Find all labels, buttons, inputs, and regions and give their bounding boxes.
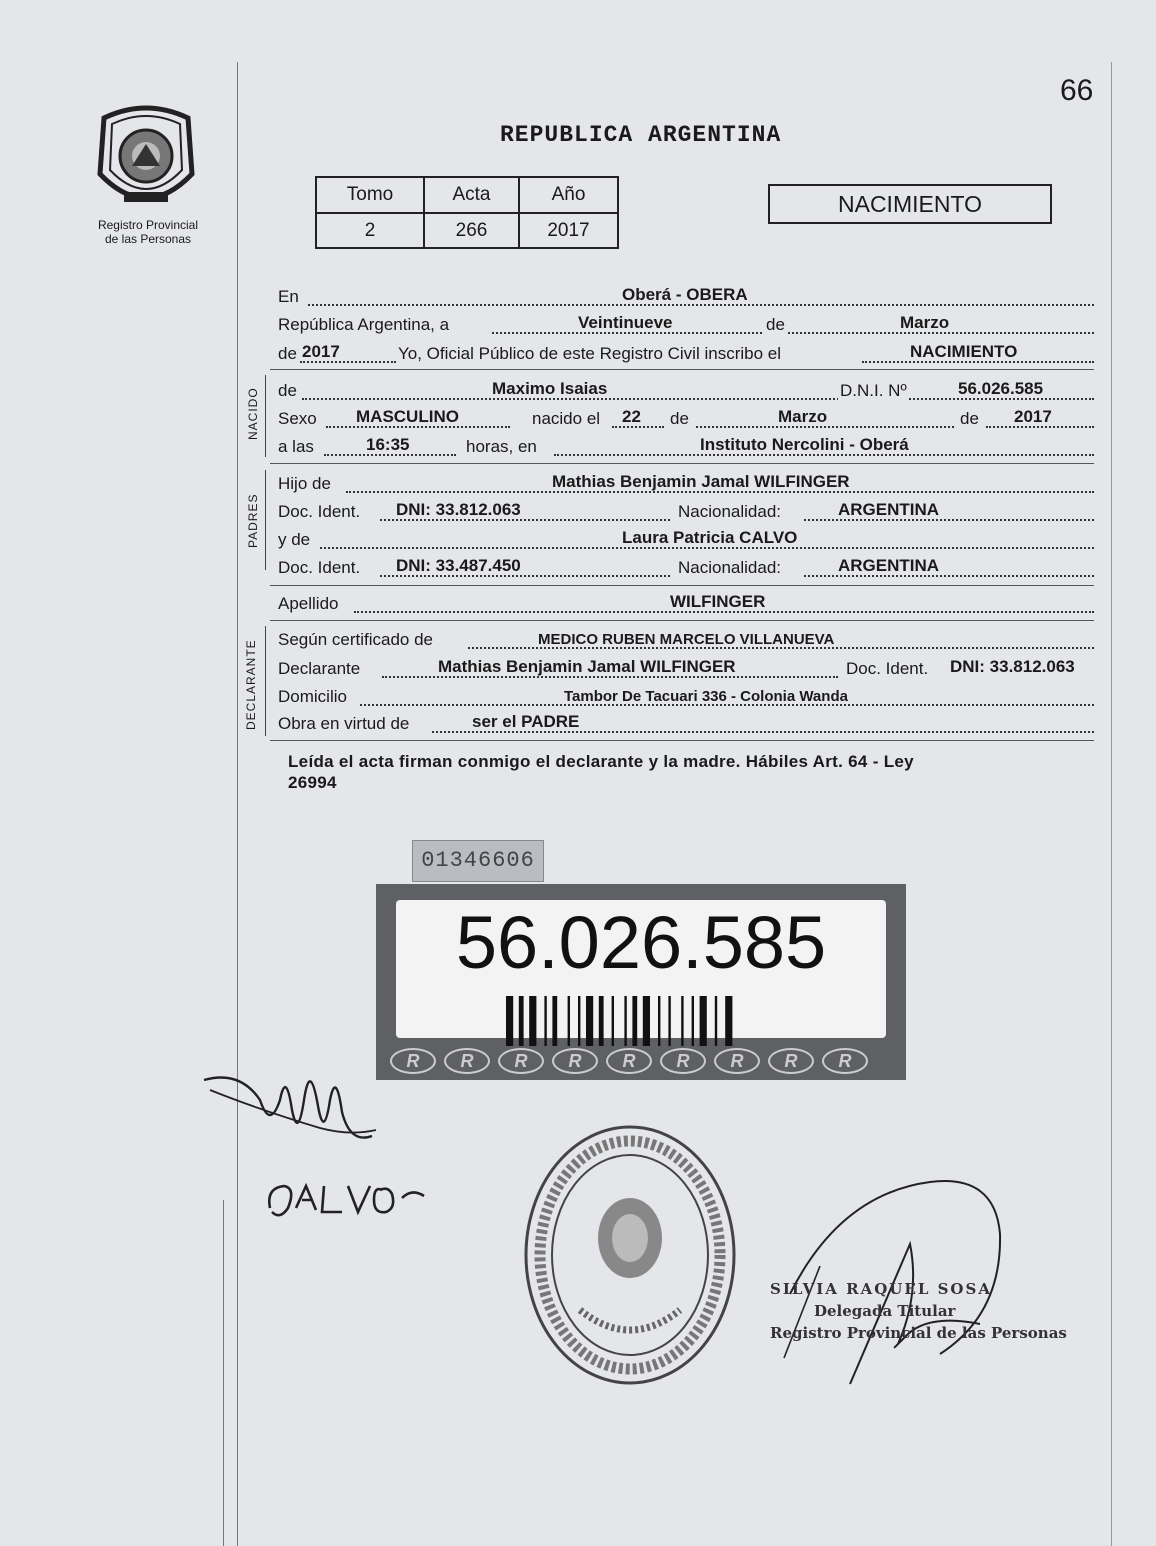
birth-year-value: 2017: [1014, 407, 1052, 426]
barcode-bar: [725, 996, 732, 1046]
logo-caption-line1: Registro Provincial: [97, 218, 199, 232]
padres-bracket: [265, 470, 266, 570]
logo-caption-line2: de las Personas: [104, 232, 192, 246]
de2-label: de: [278, 344, 297, 363]
row-father-doc: [278, 500, 1094, 524]
ref-header-tomo: Tomo: [316, 177, 424, 213]
barcode-bar: [578, 996, 580, 1046]
mother-name-value: Laura Patricia CALVO: [622, 528, 798, 547]
row-certificado: [278, 628, 1094, 652]
row-sex-birthdate: [278, 407, 1094, 431]
de-label: de: [766, 315, 785, 334]
birth-time-value: 16:35: [366, 435, 410, 454]
registered-event-value: NACIMIENTO: [910, 342, 1018, 361]
apellido-value: WILFINGER: [670, 592, 766, 611]
left-margin-line-lower: [223, 1200, 224, 1546]
country-title: REPUBLICA ARGENTINA: [500, 122, 782, 148]
barcode-bar: [568, 996, 570, 1046]
closing-line1: Leída el acta firman conmigo el declarante y la madre. Hábiles Art. 64 - Ley: [288, 752, 914, 771]
sticker-footer-pattern: [386, 1048, 896, 1076]
row-domicilio: [278, 685, 1094, 709]
barcode-bar: [552, 996, 557, 1046]
barcode-bar: [544, 996, 546, 1046]
declarant-signature-icon: [200, 1040, 380, 1150]
signatory-name: SILVIA RAQUEL SOSA: [770, 1280, 992, 1298]
ref-value-ano: 2017: [519, 213, 618, 248]
domicilio-label: Domicilio: [278, 687, 347, 706]
child-de-label: de: [278, 381, 297, 400]
day-text-value: Veintinueve: [578, 313, 673, 332]
a-las-label: a las: [278, 437, 314, 456]
left-margin-line: [237, 62, 238, 1546]
row-mother-doc: [278, 556, 1094, 580]
mother-nationality-value: ARGENTINA: [838, 556, 940, 575]
barcode-bar: [715, 996, 717, 1046]
barcode-bar: [643, 996, 650, 1046]
dni-sticker-number: 56.026.585: [455, 901, 827, 984]
child-name-value: Maximo Isaias: [492, 379, 608, 398]
barcode-bar: [692, 996, 694, 1046]
row-apellido: [278, 592, 1094, 616]
month-text-value: Marzo: [900, 313, 950, 332]
dni-number-sticker: [376, 884, 906, 1080]
sticker-mark: R: [714, 1048, 760, 1074]
dni-label: D.N.I. Nº: [840, 381, 907, 400]
declarante-bracket: [265, 626, 266, 736]
father-name-value: Mathias Benjamin Jamal WILFINGER: [552, 472, 850, 491]
nacido-section-label: NACIDO: [246, 387, 260, 440]
page-number: 66: [1060, 74, 1094, 107]
ref-value-acta: 266: [424, 213, 519, 248]
serial-number-stamp: 01346606: [412, 840, 544, 882]
ref-header-ano: Año: [519, 177, 618, 213]
declarante-doc-label: Doc. Ident.: [846, 659, 929, 678]
row-time-place: [278, 435, 1094, 459]
en-label: En: [278, 287, 299, 306]
father-nationality-value: ARGENTINA: [838, 500, 940, 519]
declarante-label: Declarante: [278, 659, 361, 678]
apellido-top-rule: [270, 585, 1094, 586]
signatory-stamp: [770, 1278, 1067, 1344]
document-type-box: NACIMIENTO: [768, 184, 1052, 224]
declarante-doc-value: DNI: 33.812.063: [950, 657, 1075, 676]
nacido-bracket: [265, 375, 266, 457]
apellido-label: Apellido: [278, 594, 339, 613]
republica-label: República Argentina, a: [278, 315, 450, 334]
declarante-section-label: DECLARANTE: [244, 639, 258, 730]
birth-month-value: Marzo: [778, 407, 828, 426]
padres-top-rule: [270, 463, 1094, 464]
child-dni-value: 56.026.585: [958, 379, 1044, 398]
row-declarante: [278, 657, 1094, 681]
father-doc-value: DNI: 33.812.063: [396, 500, 521, 519]
row-mother-name: [278, 528, 1094, 552]
birth-de-label-2: de: [960, 409, 979, 428]
birth-place-value: Instituto Nercolini - Oberá: [700, 435, 909, 454]
sticker-mark: R: [606, 1048, 652, 1074]
obra-value: ser el PADRE: [472, 712, 580, 731]
declarante-bottom-rule: [270, 740, 1094, 741]
statement-text: Yo, Oficial Público de este Registro Civil inscribo el: [398, 344, 781, 363]
provincia-misiones-seal-logo: [94, 104, 198, 216]
ref-header-acta: Acta: [424, 177, 519, 213]
mother-doc-value: DNI: 33.487.450: [396, 556, 521, 575]
place-value: Oberá - OBERA: [622, 285, 748, 304]
signatory-role: Delegada Titular: [814, 1302, 956, 1320]
year-value: 2017: [302, 342, 340, 361]
sticker-mark: R: [444, 1048, 490, 1074]
barcode-bar: [586, 996, 593, 1046]
closing-statement: [288, 751, 1078, 793]
barcode-icon: [506, 996, 776, 1046]
birth-de-label: de: [670, 409, 689, 428]
nacido-el-label: nacido el: [532, 409, 601, 428]
barcode-bar: [599, 996, 604, 1046]
row-father-name: [278, 472, 1094, 496]
dni-sticker-panel: [396, 900, 886, 1038]
sticker-mark: R: [390, 1048, 436, 1074]
father-doc-label: Doc. Ident.: [278, 502, 361, 521]
barcode-bar: [506, 996, 513, 1046]
right-margin-line: [1111, 62, 1112, 1546]
sticker-mark: R: [768, 1048, 814, 1074]
padres-section-label: PADRES: [246, 493, 260, 548]
ref-value-tomo: 2: [316, 213, 424, 248]
mother-doc-label: Doc. Ident.: [278, 558, 361, 577]
closing-line2: 26994: [288, 773, 337, 792]
reference-table: [315, 176, 619, 249]
nacido-top-rule: [270, 369, 1094, 370]
row-child-name: [278, 379, 1094, 403]
barcode-bar: [529, 996, 536, 1046]
certificado-label: Según certificado de: [278, 630, 433, 649]
sticker-mark: R: [498, 1048, 544, 1074]
row-date: [278, 313, 1094, 337]
obra-label: Obra en virtud de: [278, 714, 410, 733]
sexo-label: Sexo: [278, 409, 317, 428]
barcode-bar: [700, 996, 707, 1046]
birth-day-value: 22: [622, 407, 641, 426]
mother-signature-icon: [262, 1168, 432, 1228]
barcode-bar: [624, 996, 626, 1046]
y-de-label: y de: [278, 530, 311, 549]
row-obra: [278, 712, 1094, 736]
father-nationality-label: Nacionalidad:: [678, 502, 782, 521]
declarante-name-value: Mathias Benjamin Jamal WILFINGER: [438, 657, 736, 676]
declarante-top-rule: [270, 620, 1094, 621]
barcode-bar: [668, 996, 670, 1046]
mother-nationality-label: Nacionalidad:: [678, 558, 782, 577]
barcode-bar: [681, 996, 683, 1046]
signatory-office: Registro Provincial de las Personas: [770, 1324, 1067, 1342]
sexo-value: MASCULINO: [356, 407, 459, 426]
sticker-mark: R: [822, 1048, 868, 1074]
sticker-mark: R: [552, 1048, 598, 1074]
hijo-de-label: Hijo de: [278, 474, 331, 493]
row-statement: [278, 342, 1094, 366]
sticker-mark: R: [660, 1048, 706, 1074]
barcode-bar: [519, 996, 524, 1046]
official-round-seal-icon: [520, 1120, 740, 1390]
domicilio-value: Tambor De Tacuari 336 - Colonia Wanda: [564, 688, 848, 705]
barcode-bar: [658, 996, 660, 1046]
barcode-bar: [632, 996, 637, 1046]
row-place: [278, 285, 1094, 309]
horas-en-label: horas, en: [466, 437, 537, 456]
logo-caption: [78, 218, 218, 246]
certificado-value: MEDICO RUBEN MARCELO VILLANUEVA: [538, 631, 835, 648]
barcode-bar: [612, 996, 614, 1046]
